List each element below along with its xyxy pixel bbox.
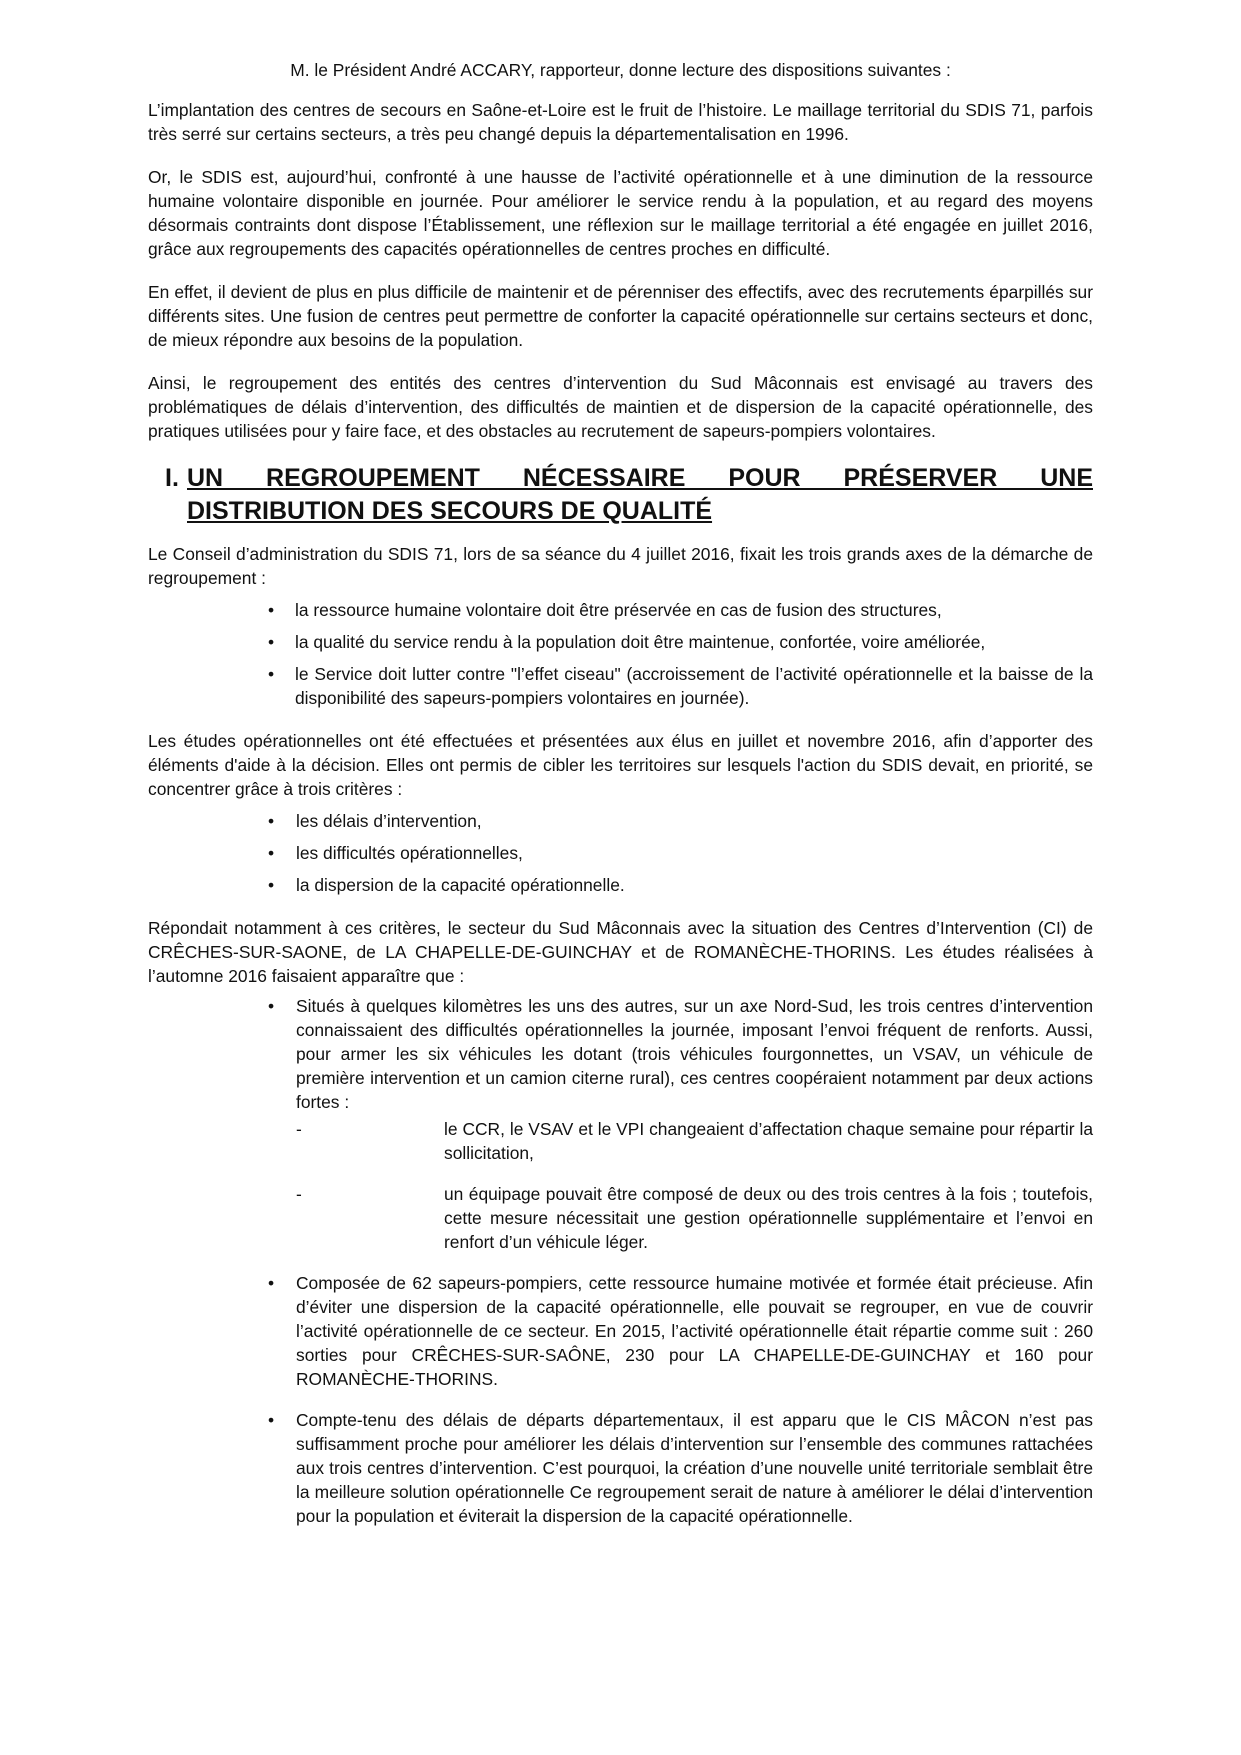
sub-list-item-text: un équipage pouvait être composé de deux ou des trois centres à la fois ; toutefois, cette mesure nécessitait une gestion opérationnelle supplémentaire et l’envoi en renfort d’un véhicule léger. bbox=[444, 1184, 1093, 1252]
paragraph-conseil: Le Conseil d’administration du SDIS 71, lors de sa séance du 4 juillet 2016, fixait les trois grands axes de la démarche de regroupement : bbox=[148, 544, 1093, 588]
section-number: I. bbox=[165, 464, 179, 492]
list-item-text: Composée de 62 sapeurs-pompiers, cette ressource humaine motivée et formée était précieuse. Afin d’éviter une dispersion de la capacité opérationnelle, elle pouvait se regrouper, en vue de couvrir l’activité opérationnelle de ce secteur. En 2015, l’activité opérationnelle était répartie comme suit : 260 sorties pour CRÊCHES-SUR-SAÔNE, 230 pour LA CHAPELLE-DE-GUINCHAY et 160 pour ROMANÈCHE-THORINS. bbox=[296, 1273, 1093, 1389]
intro-paragraph-2: Or, le SDIS est, aujourd’hui, confronté à une hausse de l’activité opérationnelle et à une diminution de la ressource humaine volontaire disponible en journée. Pour améliorer le service rendu à la population, et au regard des moyens désormais contraints dont dispose l’Établissement, une réflexion sur le maillage territorial a été engagée en juillet 2016, grâce aux regroupements des capacités opérationnelles de centres proches en difficulté. bbox=[148, 167, 1093, 259]
paragraph-etudes: Les études opérationnelles ont été effectuées et présentées aux élus en juillet et novembre 2016, afin d’apporter des éléments d'aide à la décision. Elles ont permis de cibler les territoires sur lesquels l'action du SDIS devait, en priorité, se concentrer grâce à trois critères : bbox=[148, 731, 1093, 799]
list-item bbox=[148, 630, 1093, 654]
constats-list bbox=[148, 994, 1093, 1528]
bullet-icon: • bbox=[268, 996, 275, 1016]
list-item-text: le Service doit lutter contre "l’effet ciseau" (accroissement de l’activité opérationnelle et la baisse de la disponibilité des sapeurs-pompiers volontaires en journée). bbox=[295, 664, 1093, 708]
dash-marker: - bbox=[296, 1184, 302, 1204]
bullet-icon: • bbox=[268, 1273, 275, 1293]
list-item-text: les délais d’intervention, bbox=[296, 811, 482, 831]
list-item-text: la ressource humaine volontaire doit être préservée en cas de fusion des structures, bbox=[295, 600, 942, 620]
list-item bbox=[148, 598, 1093, 622]
bullet-icon: • bbox=[268, 811, 275, 831]
dash-marker: - bbox=[296, 1119, 302, 1139]
sub-list-item bbox=[296, 1117, 1093, 1165]
bullet-icon: • bbox=[268, 632, 275, 652]
intro-paragraph-4: Ainsi, le regroupement des entités des centres d’intervention du Sud Mâconnais est envisagé au travers des problématiques de délais d’intervention, des difficultés de maintien et de dispersion de la capacité opérationnelle, des pratiques utilisées pour y faire face, et des obstacles au recrutement de sapeurs-pompiers volontaires. bbox=[148, 373, 1093, 441]
section-title-text bbox=[187, 462, 1093, 528]
bullet-icon: • bbox=[268, 664, 275, 684]
bullet-icon: • bbox=[268, 875, 275, 895]
list-item bbox=[148, 809, 1093, 833]
list-item bbox=[148, 841, 1093, 865]
list-item bbox=[148, 873, 1093, 897]
header-line: M. le Président André ACCARY, rapporteur, donne lecture des dispositions suivantes : bbox=[290, 60, 951, 80]
section-heading bbox=[165, 462, 1093, 528]
sub-list bbox=[296, 1117, 1093, 1254]
paragraph-repondait: Répondait notamment à ces critères, le secteur du Sud Mâconnais avec la situation des Centres d’Intervention (CI) de CRÊCHES-SUR-SAONE, de LA CHAPELLE-DE-GUINCHAY et de ROMANÈCHE-THORINS. Les études réalisées à l’automne 2016 faisaient apparaître que : bbox=[148, 918, 1093, 986]
list-item-text: la dispersion de la capacité opérationnelle. bbox=[296, 875, 625, 895]
list-item bbox=[148, 1408, 1093, 1528]
list-item-text: les difficultés opérationnelles, bbox=[296, 843, 523, 863]
list-item-text: Situés à quelques kilomètres les uns des autres, sur un axe Nord-Sud, les trois centres d’intervention connaissaient des difficultés opérationnelles la journée, imposant l’envoi fréquent de renforts. Aussi, pour armer les six véhicules les dotant (trois véhicules fourgonnettes, un VSAV, un véhicule de première intervention et un camion citerne rural), ces centres coopéraient notamment par deux actions fortes : bbox=[296, 996, 1093, 1112]
bullet-icon: • bbox=[268, 600, 275, 620]
list-item-text: Compte-tenu des délais de départs départementaux, il est apparu que le CIS MÂCON n’est pas suffisamment proche pour améliorer les délais d’intervention sur l’ensemble des communes rattachées aux trois centres d’intervention. C’est pourquoi, la création d’une nouvelle unité territoriale semblait être la meilleure solution opérationnelle Ce regroupement serait de nature à améliorer le délai d’intervention pour la population et éviterait la dispersion de la capacité opérationnelle. bbox=[296, 1410, 1093, 1526]
criteres-list bbox=[148, 809, 1093, 897]
bullet-icon: • bbox=[268, 1410, 275, 1430]
intro-paragraph-3: En effet, il devient de plus en plus difficile de maintenir et de pérenniser des effectifs, avec des recrutements éparpillés sur différents sites. Une fusion de centres peut permettre de conforter la capacité opérationnelle sur certains secteurs et donc, de mieux répondre aux besoins de la population. bbox=[148, 282, 1093, 350]
section-title-line-2: DISTRIBUTION DES SECOURS DE QUALITÉ bbox=[187, 497, 713, 525]
section-title-line-1: UN REGROUPEMENT NÉCESSAIRE POUR PRÉSERVER UNE bbox=[187, 464, 1093, 492]
list-item bbox=[148, 662, 1093, 710]
sub-list-item-text: le CCR, le VSAV et le VPI changeaient d’affectation chaque semaine pour répartir la sollicitation, bbox=[444, 1119, 1093, 1163]
list-item-text: la qualité du service rendu à la population doit être maintenue, confortée, voire améliorée, bbox=[295, 632, 986, 652]
list-item bbox=[148, 994, 1093, 1254]
list-item bbox=[148, 1271, 1093, 1391]
intro-paragraph-1: L’implantation des centres de secours en Saône-et-Loire est le fruit de l’histoire. Le maillage territorial du SDIS 71, parfois très serré sur certains secteurs, a très peu changé depuis la départementalisation en 1996. bbox=[148, 100, 1093, 144]
bullet-icon: • bbox=[268, 843, 275, 863]
sub-list-item bbox=[296, 1182, 1093, 1254]
axes-list bbox=[148, 598, 1093, 710]
